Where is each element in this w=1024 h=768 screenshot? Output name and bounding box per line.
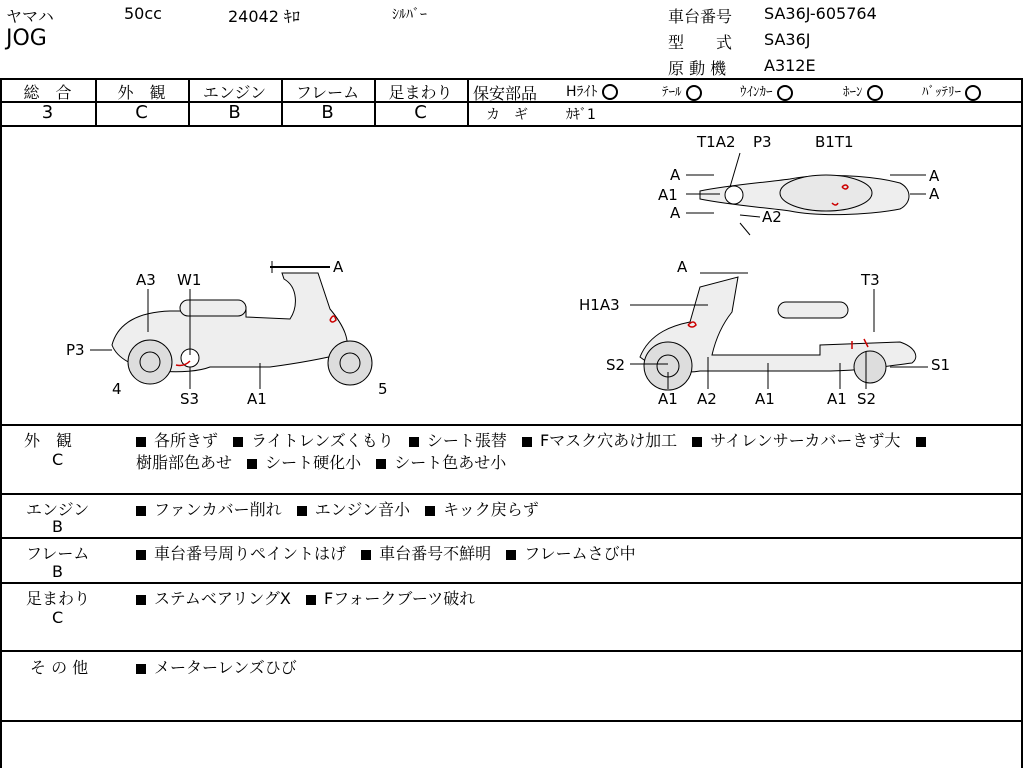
damage-diagram	[0, 127, 1022, 423]
left-label: S3	[180, 390, 200, 408]
bullet-icon	[306, 595, 316, 605]
right-label: A1	[658, 390, 678, 408]
findings-category: エンジン	[26, 500, 90, 519]
bullet-icon	[506, 550, 516, 560]
left-label: A	[333, 258, 344, 276]
safety-headlight	[566, 81, 618, 101]
key-label: カ ギ	[486, 107, 528, 123]
finding-item: フレームさび中	[524, 544, 636, 563]
findings-grade: B	[52, 562, 63, 581]
safety-winker	[740, 81, 793, 101]
finding-item: シート色あせ小	[394, 453, 507, 472]
finding-item: ステムベアリングX	[154, 589, 291, 608]
finding-item: ライトレンズくもり	[251, 431, 394, 450]
right-label: A1	[827, 390, 847, 408]
divider-suspension	[0, 650, 1023, 652]
ok-circle-icon	[602, 84, 618, 100]
bullet-icon	[136, 437, 146, 447]
right-label: H1A3	[579, 296, 620, 314]
engine-label: 原 動 機	[668, 59, 727, 78]
left-label: A1	[247, 390, 267, 408]
right-label: T3	[861, 271, 880, 289]
key-value: ｶｷﾞ1	[566, 107, 596, 123]
bullet-icon	[409, 437, 419, 447]
scooter-top	[700, 153, 909, 235]
ok-circle-icon	[965, 85, 981, 101]
left-label: 5	[378, 380, 388, 398]
displacement: 50cc	[124, 4, 162, 23]
left-label: A3	[136, 271, 156, 289]
grade-overall-value: 3	[41, 102, 54, 123]
top-label: A2	[762, 208, 782, 226]
safety-horn-label: ﾎｰﾝ	[843, 85, 863, 100]
findings-category: フレーム	[26, 544, 90, 563]
top-label: A1	[658, 186, 678, 204]
safety-label: 保安部品	[473, 84, 538, 103]
frame-no: SA36J-605764	[764, 4, 877, 23]
model-name: JOG	[6, 26, 47, 51]
finding-item: Fフォークブーツ破れ	[323, 589, 476, 608]
finding-item: メーターレンズひび	[154, 658, 297, 677]
bullet-icon	[233, 437, 243, 447]
findings-category: 足まわり	[26, 589, 91, 608]
finding-item: サイレンサーカバーきず大	[710, 431, 901, 450]
grade-suspension-label: 足まわり	[388, 83, 453, 102]
findings-category: そ の 他	[30, 658, 89, 677]
ok-circle-icon	[777, 85, 793, 101]
findings-grade: B	[52, 517, 63, 536]
left-label: W1	[177, 271, 202, 289]
findings-engine-line	[136, 497, 549, 520]
bullet-icon	[136, 664, 146, 674]
bullet-icon	[361, 550, 371, 560]
finding-item: 車台番号不鮮明	[379, 544, 492, 563]
grade-engine-value: B	[228, 102, 241, 123]
finding-item: ファンカバー削れ	[154, 500, 282, 519]
findings-grade: C	[52, 450, 64, 469]
bullet-icon	[136, 595, 146, 605]
grade-exterior-value: C	[135, 102, 148, 123]
safety-horn	[843, 81, 883, 101]
grade-frame-label: フレーム	[295, 83, 360, 102]
top-label: A	[670, 166, 681, 184]
top-label: A	[670, 204, 681, 222]
divider-frame	[0, 582, 1023, 584]
right-label: A2	[697, 390, 717, 408]
frame-no-label: 車台番号	[668, 7, 733, 26]
bullet-icon	[136, 550, 146, 560]
bullet-icon	[136, 506, 146, 516]
top-label: T1A2	[697, 133, 736, 151]
finding-item: 車台番号周りペイントはげ	[154, 544, 347, 563]
grade-frame-value: B	[321, 102, 334, 123]
finding-item: キック戻らず	[443, 500, 539, 519]
bullet-icon	[692, 437, 702, 447]
findings-suspension-line	[136, 586, 485, 609]
ok-circle-icon	[686, 85, 702, 101]
type-value: SA36J	[764, 30, 811, 49]
bullet-icon	[425, 506, 435, 516]
finding-item: 各所きず	[154, 431, 219, 450]
finding-item: エンジン音小	[314, 500, 410, 519]
top-label: B1T1	[815, 133, 854, 151]
right-label: S1	[931, 356, 951, 374]
left-label: 4	[112, 380, 122, 398]
safety-tail-label: ﾃｰﾙ	[662, 85, 682, 100]
finding-item: シート張替	[426, 431, 507, 450]
bullet-icon	[522, 437, 532, 447]
color: ｼﾙﾊﾞｰ	[392, 7, 427, 23]
ok-circle-icon	[867, 85, 883, 101]
engine-value: A312E	[764, 56, 816, 75]
bullet-icon	[297, 506, 307, 516]
top-label: A	[929, 185, 940, 203]
safety-battery-label: ﾊﾞｯﾃﾘｰ	[922, 85, 961, 100]
grade-exterior-label: 外 観	[117, 83, 166, 102]
finding-item: Fマスク穴あけ加工	[539, 431, 678, 450]
grade-suspension-value: C	[414, 102, 427, 123]
safety-winker-label: ｳｲﾝｶｰ	[740, 85, 773, 100]
bullet-icon	[376, 459, 386, 469]
grade-engine-label: エンジン	[202, 83, 267, 102]
left-label: P3	[66, 341, 85, 359]
divider-engine	[0, 537, 1023, 539]
safety-battery	[922, 81, 981, 101]
findings-frame-line	[136, 541, 646, 564]
type-label: 型 式	[668, 33, 733, 52]
finding-item: 樹脂部色あせ	[136, 453, 233, 472]
divider-diagram	[0, 424, 1023, 426]
findings-category: 外 観	[24, 431, 73, 450]
grade-overall-label: 総 合	[23, 83, 72, 102]
findings-grade: C	[52, 608, 64, 627]
safety-headlight-label: Hﾗｲﾄ	[566, 84, 598, 100]
divider-exterior	[0, 493, 1023, 495]
bullet-icon	[247, 459, 257, 469]
bullet-icon	[916, 437, 926, 447]
finding-item: シート硬化小	[265, 453, 362, 472]
right-label: S2	[606, 356, 626, 374]
mileage: 24042 ｷﾛ	[228, 7, 300, 26]
maker: ヤマハ	[6, 7, 54, 26]
findings-other-line	[136, 655, 307, 678]
right-label: S2	[857, 390, 877, 408]
findings-exterior-line1	[136, 428, 934, 451]
findings-exterior-line2	[136, 450, 516, 473]
right-label: A1	[755, 390, 775, 408]
divider-other	[0, 720, 1023, 722]
right-label: A	[677, 258, 688, 276]
top-label: P3	[753, 133, 772, 151]
safety-tail	[662, 81, 702, 101]
top-label: A	[929, 167, 940, 185]
